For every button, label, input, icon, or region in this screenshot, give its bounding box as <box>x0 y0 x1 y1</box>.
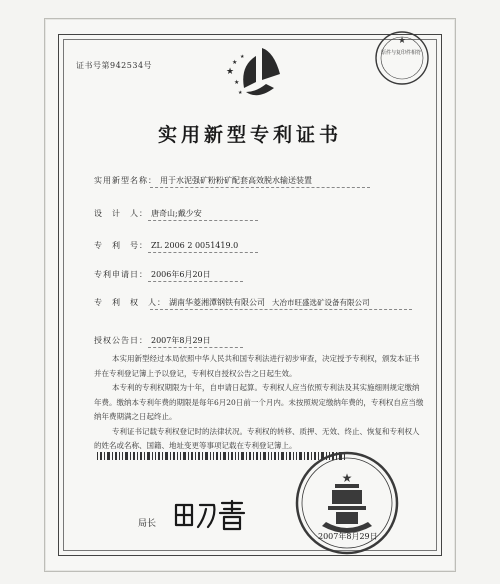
body-paragraph: 本实用新型经过本局依照中华人民共和国专利法进行初步审查，决定授予专利权，颁发本证书并在专利登记簿上予以登记，专利权自授权公告之日起生效。 <box>94 354 420 378</box>
utility-model-name-row <box>94 175 312 186</box>
underline <box>148 252 258 253</box>
patent-number-label: 专 利 号： <box>94 241 148 250</box>
underline <box>148 347 243 348</box>
underline <box>148 281 243 282</box>
underline <box>148 220 258 221</box>
svg-text:★: ★ <box>232 59 238 66</box>
svg-text:★: ★ <box>226 67 235 77</box>
inventor-row <box>94 208 202 219</box>
svg-text:★: ★ <box>238 90 243 96</box>
certificate-title: 实用新型专利证书 <box>157 124 342 146</box>
patent-office-emblem-icon <box>222 44 284 102</box>
filing-date-value: 2006年6月20日 <box>151 270 211 279</box>
director-signature <box>170 497 250 533</box>
inventor-value: 唐奇山;戴少安 <box>151 209 202 218</box>
utility-model-name-label: 实用新型名称： <box>94 176 157 185</box>
underline <box>150 187 370 188</box>
corner-seal-text: 原件与复印件相符 <box>380 50 421 56</box>
utility-model-name-value: 用于水泥强矿粉粉矿配套高效脱水输送装置 <box>160 176 312 185</box>
svg-text:★: ★ <box>234 79 240 86</box>
filing-date-row <box>94 269 211 280</box>
patent-number-value: ZL 2006 2 0051419.0 <box>151 241 239 250</box>
patentee-value: 湖南华菱湘潭钢铁有限公司 <box>169 298 265 307</box>
seal-date: 2007年8月29日 <box>318 532 378 541</box>
star-icon: ★ <box>397 36 407 46</box>
patent-number-row <box>94 240 238 251</box>
patentee-row <box>94 297 265 308</box>
inventor-label: 设 计 人： <box>94 209 148 218</box>
corner-seal <box>372 28 432 88</box>
certificate-number: 证书号第942534号 <box>76 61 153 70</box>
patentee-value-secondary: 大冶市旺盛选矿设备有限公司 <box>272 298 370 307</box>
body-paragraph: 本专利的专利权期限为十年，自申请日起算。专利权人应当依照专利法及其实施细则规定缴纳年费。缴纳本专利年费的期限是每年6月20日前一个月内。未按照规定缴纳年费的，专利权自应当缴纳年费期满之日起终止。 <box>94 383 424 421</box>
grant-date-row <box>94 335 211 346</box>
grant-date-label: 授权公告日： <box>94 336 148 345</box>
filing-date-label: 专利申请日： <box>94 270 148 279</box>
grant-date-value: 2007年8月29日 <box>151 336 211 345</box>
certificate-body <box>94 352 424 454</box>
underline <box>150 309 412 310</box>
svg-text:★: ★ <box>240 54 245 60</box>
director-label: 局长 <box>138 519 157 529</box>
patentee-label: 专 利 权 人： <box>94 298 166 307</box>
body-paragraph: 专利证书记载专利权登记时的法律状况。专利权的转移、质押、无效、终止、恢复和专利权人的姓名或名称、国籍、地址变更等事项记载在专利登记簿上。 <box>94 426 420 450</box>
star-icon: ★ <box>341 471 353 485</box>
